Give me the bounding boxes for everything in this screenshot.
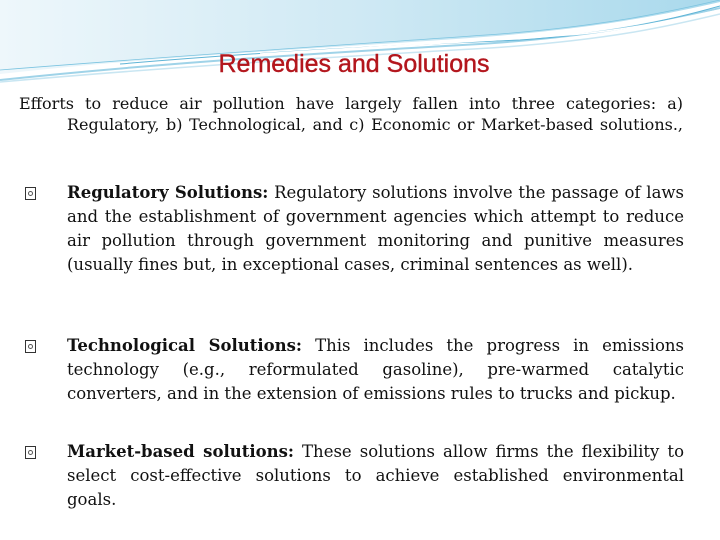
bullet-term: Market-based solutions: [67, 442, 294, 461]
bullet-text [67, 334, 684, 406]
bullet-box-icon [25, 187, 36, 200]
bullet-text [67, 440, 684, 512]
bullet-text [67, 181, 684, 277]
bullet-body: Regulatory solutions involve the passage of laws and the establishment of government agencies which attempt to reduce air pollution through government monitoring and punitive measures (usually fines but, in exceptional cases, criminal sentences as well). [67, 183, 685, 274]
bullet-box-icon [25, 340, 36, 353]
bullet-body: This includes the progress in emissions technology (e.g., reformulated gasoline), pre-warmed catalytic converters, and in the extension of emissions rules to trucks and pickup. [67, 336, 684, 403]
bullet-box-icon [25, 446, 36, 459]
bullet-term: Technological Solutions: [67, 336, 303, 355]
bullet-body: These solutions allow firms the flexibility to select cost-effective solutions to achieve established environmental goals. [67, 442, 684, 509]
intro-text: Efforts to reduce air pollution have largely fallen into three categories: a) Regulatory, b) Technological, and c) Economic or Market-based solutions., [19, 94, 683, 134]
slide-title: Remedies and Solutions [218, 50, 490, 78]
bullet-term: Regulatory Solutions: [67, 183, 269, 202]
intro-paragraph [19, 93, 683, 135]
